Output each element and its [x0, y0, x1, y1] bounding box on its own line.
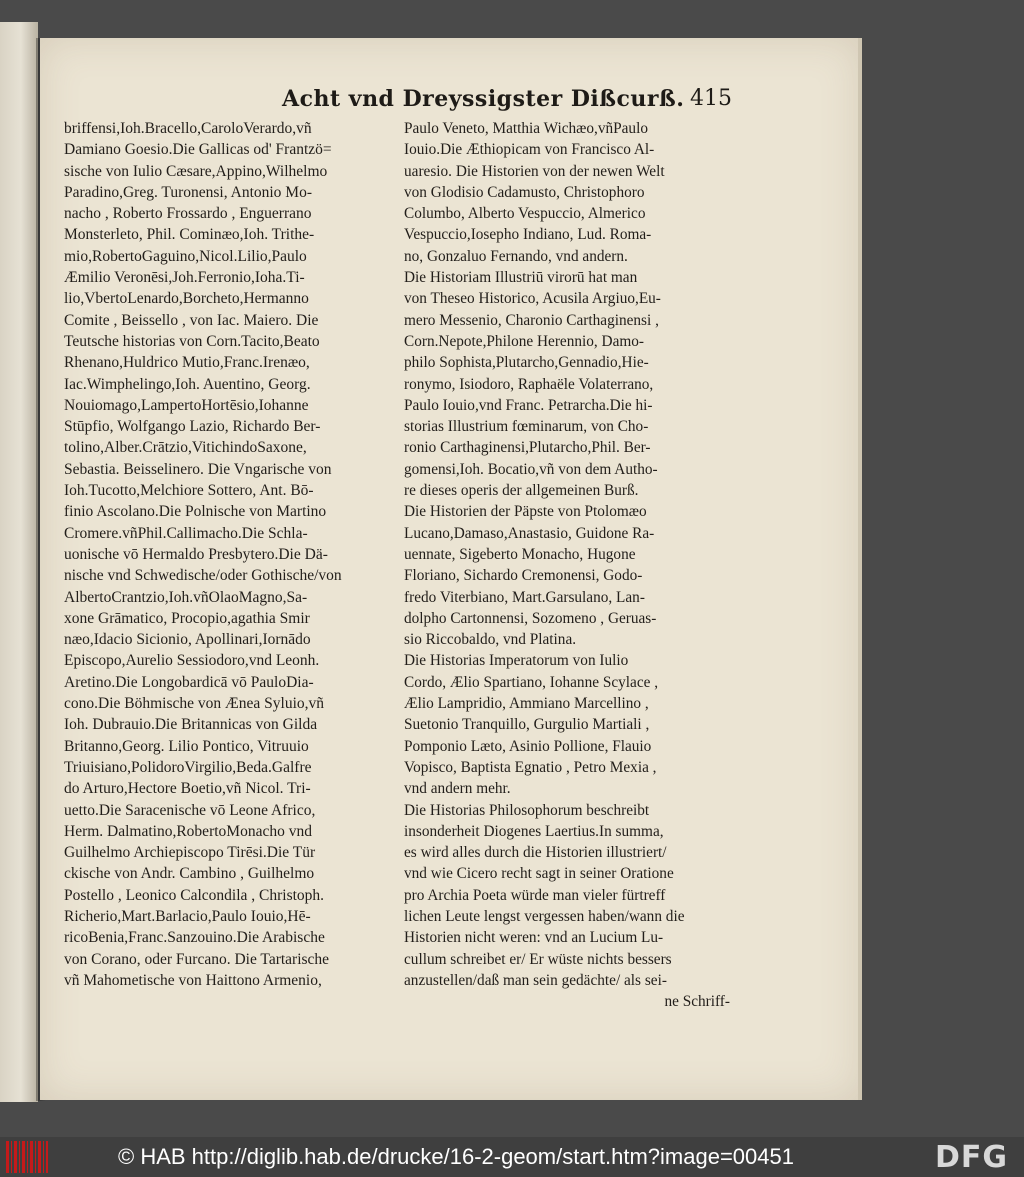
text-line: Sebastia. Beisselinero. Die Vngarische von — [64, 460, 332, 478]
text-line: Comite , Beissello , von Iac. Maiero. Die — [64, 311, 319, 329]
text-line: es wird alles durch die Historien illustriert/ — [404, 844, 667, 862]
text-line: ricoBenia,Franc.Sanzouino.Die Arabische — [64, 929, 325, 947]
text-line: Richerio,Mart.Barlacio,Paulo Iouio,Hē- — [64, 907, 311, 925]
text-line: Historien nicht weren: vnd an Lucium Lu- — [404, 929, 664, 947]
dfg-logo: DFG — [935, 1140, 1009, 1175]
text-line: Teutsche historias von Corn.Tacito,Beato — [64, 332, 320, 350]
text-line: ronymo, Isiodoro, Raphaële Volaterrano, — [404, 375, 654, 393]
page-edge — [858, 38, 862, 1100]
text-line: vñ Mahometische von Haittono Armenio, — [64, 971, 322, 989]
text-line: sische von Iulio Cæsare,Appino,Wilhelmo — [64, 162, 328, 180]
text-line: Stūpfio, Wolfgango Lazio, Richardo Ber- — [64, 418, 321, 436]
text-line: mero Messenio, Charonio Carthaginensi , — [404, 311, 659, 329]
text-line: no, Gonzaluo Fernando, vnd andern. — [404, 247, 628, 265]
text-line: lio,VbertoLenardo,Borcheto,Hermanno — [64, 290, 309, 308]
text-line: dolpho Cartonnensi, Sozomeno , Geruas- — [404, 609, 657, 627]
text-line: Die Historiam Illustriū virorū hat man — [404, 269, 638, 287]
text-line: nacho , Roberto Frossardo , Enguerrano — [64, 205, 312, 223]
text-line: Paulo Veneto, Matthia Wichæo,vñPaulo — [404, 120, 648, 137]
text-line: vnd andern mehr. — [404, 780, 511, 798]
text-line: von Glodisio Cadamusto, Christophoro — [404, 183, 645, 201]
text-line: Ælio Lampridio, Ammiano Marcellino , — [404, 695, 649, 713]
text-line: sio Riccobaldo, vnd Platina. — [404, 631, 577, 649]
text-line: Pomponio Læto, Asinio Pollione, Flauio — [404, 737, 652, 755]
text-line: Aretino.Die Longobardicā vō PauloDia- — [64, 673, 314, 691]
text-line: Columbo, Alberto Vespuccio, Almerico — [404, 205, 646, 223]
text-line: briffensi,Ioh.Bracello,CaroloVerardo,vñ — [64, 120, 312, 137]
text-line: cullum schreibet er/ Er wüste nichts bessers — [404, 950, 672, 968]
text-line: pro Archia Poeta würde man vieler fürtreff — [404, 886, 666, 904]
text-line: Ioh.Tucotto,Melchiore Sottero, Ant. Bō- — [64, 482, 314, 500]
text-line: fredo Viterbiano, Mart.Garsulano, Lan- — [404, 588, 645, 606]
text-line: von Corano, oder Furcano. Die Tartarische — [64, 950, 330, 968]
text-line: philo Sophista,Plutarcho,Gennadio,Hie- — [404, 354, 649, 372]
previous-page-edge — [0, 22, 38, 1102]
text-line: xone Grāmatico, Procopio,agathia Smir — [64, 609, 310, 627]
text-line: nische vnd Schwedische/oder Gothische/von — [64, 567, 342, 585]
text-line: storias Illustrium fœminarum, von Cho- — [404, 418, 649, 436]
text-line: anzustellen/daß man sein gedächte/ als sei- — [404, 971, 667, 989]
text-line: Postello , Leonico Calcondila , Christoph. — [64, 886, 325, 904]
text-line: cono.Die Böhmische von Ænea Syluio,vñ — [64, 695, 325, 713]
text-line: uaresio. Die Historien von der newen Welt — [404, 162, 665, 180]
text-line: Paradino,Greg. Turonensi, Antonio Mo- — [64, 183, 312, 201]
text-line: uennate, Sigeberto Monacho, Hugone — [404, 545, 636, 563]
text-line: Damiano Goesio.Die Gallicas od' Frantzö= — [64, 141, 332, 159]
text-line: von Theseo Historico, Acusila Argiuo,Eu- — [404, 290, 661, 308]
text-line: Cordo, Ælio Spartiano, Iohanne Scylace , — [404, 673, 659, 691]
text-line: Triuisiano,PolidoroVirgilio,Beda.Galfre — [64, 758, 312, 776]
text-line: Monsterleto, Phil. Cominæo,Ioh. Trithe- — [64, 226, 315, 244]
text-line: Vespuccio,Iosepho Indiano, Lud. Roma- — [404, 226, 652, 244]
text-line: lichen Leute lengst vergessen haben/wann die — [404, 907, 685, 925]
text-line: uonische vō Hermaldo Presbytero.Die Dä- — [64, 545, 328, 563]
text-line: Nouiomago,LampertoHortēsio,Iohanne — [64, 396, 309, 414]
right-text-column — [404, 118, 730, 1012]
text-line: mio,RobertoGaguino,Nicol.Lilio,Paulo — [64, 247, 307, 265]
text-line: Paulo Iouio,vnd Franc. Petrarcha.Die hi- — [404, 396, 653, 414]
text-line: Cromere.vñPhil.Callimacho.Die Schla- — [64, 524, 308, 542]
text-line: Ioh. Dubrauio.Die Britannicas von Gilda — [64, 716, 318, 734]
text-line: Herm. Dalmatino,RobertoMonacho vnd — [64, 822, 312, 840]
text-line: vnd wie Cicero recht sagt in seiner Oratione — [404, 865, 674, 883]
left-text-column — [64, 118, 394, 991]
text-line: ckische von Andr. Cambino , Guilhelmo — [64, 865, 315, 883]
text-line: Iouio.Die Æthiopicam von Francisco Al- — [404, 141, 655, 159]
text-line: Die Historias Imperatorum von Iulio — [404, 652, 629, 670]
page-number: 415 — [690, 86, 732, 111]
footer-url-text[interactable]: © HAB http://diglib.hab.de/drucke/16-2-geom/start.htm?image=00451 — [118, 1144, 794, 1169]
text-line: Vopisco, Baptista Egnatio , Petro Mexia , — [404, 758, 657, 776]
text-line: Suetonio Tranquillo, Gurgulio Martiali , — [404, 716, 650, 734]
text-line: do Arturo,Hectore Boetio,vñ Nicol. Tri- — [64, 780, 311, 798]
text-line: gomensi,Ioh. Bocatio,vñ von dem Autho- — [404, 460, 658, 478]
text-line: Die Historias Philosophorum beschreibt — [404, 801, 650, 819]
text-line: Britanno,Georg. Lilio Pontico, Vitruuio — [64, 737, 309, 755]
text-line: re dieses operis der allgemeinen Burß. — [404, 482, 639, 500]
running-head: Acht vnd Dreyssigster Dißcurß. — [282, 86, 685, 112]
text-line: Æmilio Veronēsi,Joh.Ferronio,Ioha.Ti- — [64, 269, 305, 287]
text-line: Floriano, Sichardo Cremonensi, Godo- — [404, 567, 643, 585]
text-line: AlbertoCrantzio,Ioh.vñOlaoMagno,Sa- — [64, 588, 308, 606]
text-line: Lucano,Damaso,Anastasio, Guidone Ra- — [404, 524, 655, 542]
text-line: Guilhelmo Archiepiscopo Tirēsi.Die Tür — [64, 844, 316, 862]
barcode-icon — [6, 1141, 48, 1173]
text-line: uetto.Die Saracenische vō Leone Africo, — [64, 801, 316, 819]
text-line: ronio Carthaginensi,Plutarcho,Phil. Ber- — [404, 439, 651, 457]
text-line: ne Schriff- — [664, 993, 730, 1011]
text-line: Corn.Nepote,Philone Herennio, Damo- — [404, 332, 645, 350]
text-line: tolino,Alber.Crātzio,VitichindoSaxone, — [64, 439, 307, 457]
text-line: Episcopo,Aurelio Sessiodoro,vnd Leonh. — [64, 652, 320, 670]
text-line: næo,Idacio Sicionio, Apollinari,Iornādo — [64, 631, 311, 649]
text-line: Rhenano,Huldrico Mutio,Franc.Irenæo, — [64, 354, 310, 372]
text-line: insonderheit Diogenes Laertius.In summa, — [404, 822, 664, 840]
text-line: Iac.Wimphelingo,Ioh. Auentino, Georg. — [64, 375, 311, 393]
text-line: Die Historien der Päpste von Ptolomæo — [404, 503, 647, 521]
text-line: finio Ascolano.Die Polnische von Martino — [64, 503, 327, 521]
